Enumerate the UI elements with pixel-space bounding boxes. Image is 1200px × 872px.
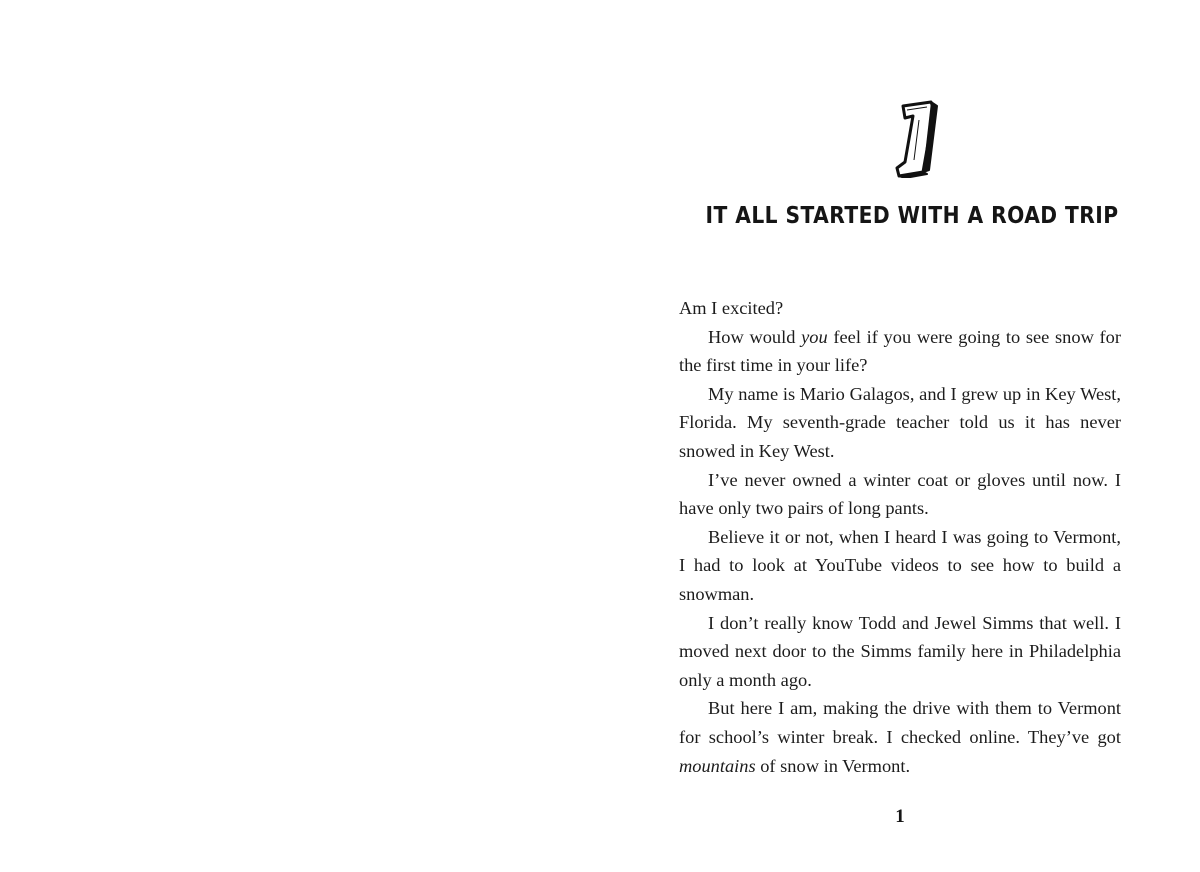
text-run: Am I excited? — [679, 298, 784, 318]
chapter-body — [679, 294, 1121, 780]
text-run: Believe it or not, when I heard I was going to Vermont, I had to look at YouTube videos to see how to build a snowman. — [679, 526, 1121, 604]
text-run: But here I am, making the drive with them to Vermont for school’s winter break. I checked online. They’ve got — [679, 698, 1121, 747]
text-run: How would — [708, 326, 802, 347]
text-run: I’ve never owned a winter coat or gloves until now. I have only two pairs of long pants. — [679, 469, 1121, 519]
paragraph — [679, 466, 1121, 523]
text-run: of snow in Vermont. — [755, 755, 911, 776]
page-number: 1 — [895, 806, 905, 827]
paragraph — [679, 294, 1121, 323]
chapter-title: IT ALL STARTED WITH A ROAD TRIP — [705, 203, 1119, 229]
right-page — [600, 0, 1200, 872]
text-run: feel if you were going to see snow for the first time in your life? — [679, 326, 1121, 376]
paragraph — [679, 609, 1121, 695]
italic-text-run: mountains — [679, 755, 756, 776]
text-run: I don’t really know Todd and Jewel Simms that well. I moved next door to the Simms family here in Philadelphia only a month ago. — [679, 612, 1121, 690]
chapter-number-graphic — [893, 96, 943, 178]
text-run: My name is Mario Galagos, and I grew up in Key West, Florida. My seventh-grade teacher told us it has never snowed in Key West. — [679, 383, 1121, 461]
paragraph — [679, 380, 1121, 466]
paragraph — [679, 694, 1121, 780]
paragraph — [679, 523, 1121, 609]
italic-text-run: you — [801, 326, 828, 347]
paragraph — [679, 323, 1121, 380]
